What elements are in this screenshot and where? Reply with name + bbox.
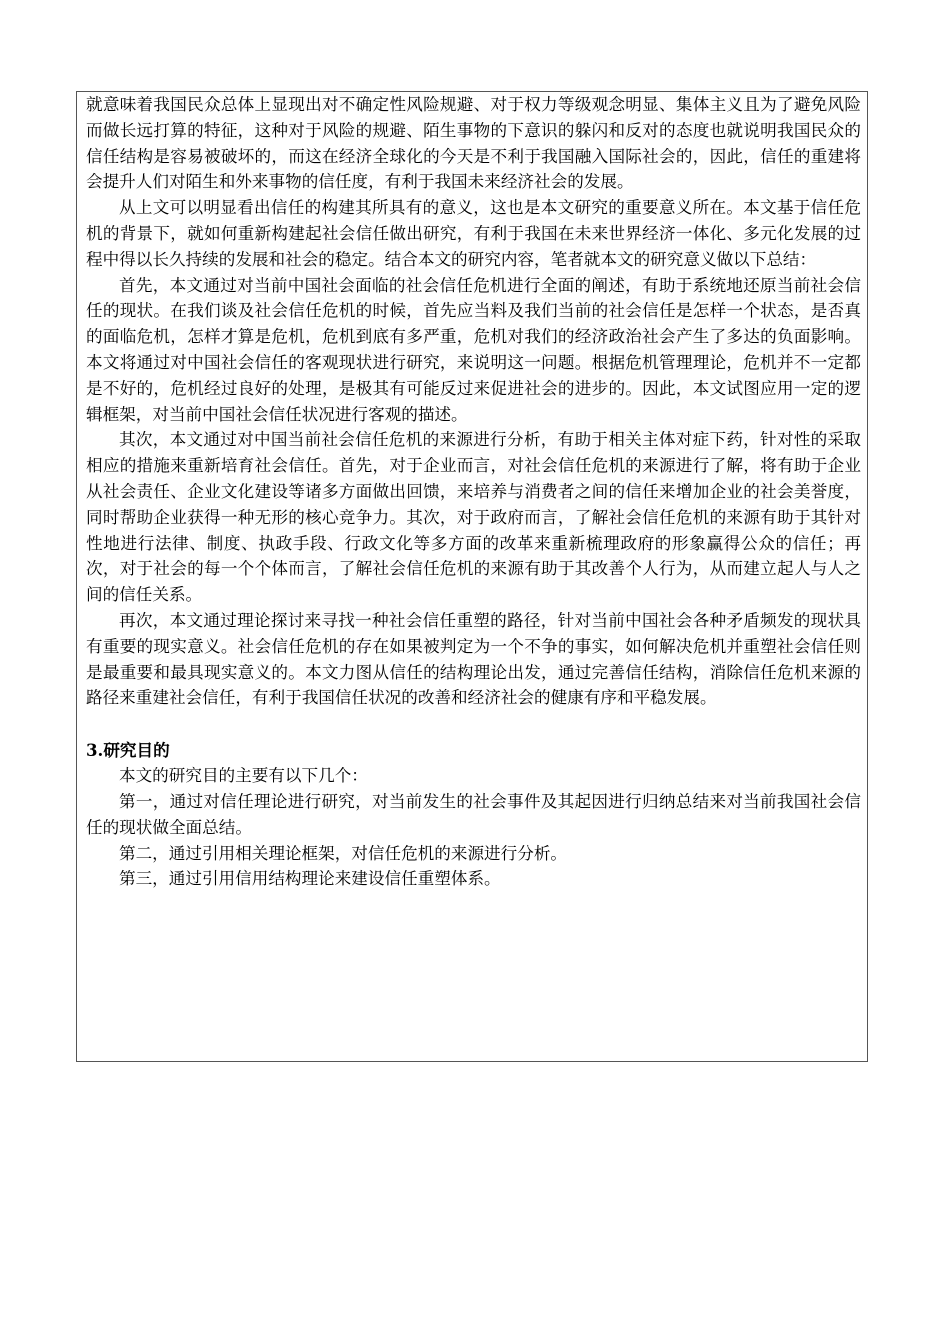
purpose-intro: 本文的研究目的主要有以下几个： (119, 766, 368, 786)
purpose-item-third: 第三，通过引用信用结构理论来建设信任重塑体系。 (119, 869, 501, 889)
paragraph-third-point: 再次，本文通过理论探讨来寻找一种社会信任重塑的路径，针对当前中国社会各种矛盾频发的现状具有重要的现实意义。社会信任危机的存在如果被判定为一个不争的事实，如何解决危机并重塑社会信任则是最重要和最具现实意义的。本文力图从信任的结构理论出发，通过完善信任结构，消除信任危机来源的路径来重建社会信任，有利于我国信任状况的改善和经济社会的健康有序和平稳发展。 (86, 610, 861, 708)
paragraph-continuation: 就意味着我国民众总体上显现出对不确定性风险规避、对于权力等级观念明显、集体主义且为了避免风险而做长远打算的特征，这种对于风险的规避、陌生事物的下意识的躲闪和反对的态度也就说明我国民众的信任结构是容易被破坏的，而这在经济全球化的今天是不利于我国融入国际社会的，因此，信任的重建将会提升人们对陌生和外来事物的信任度，有利于我国未来经济社会的发展。 (86, 95, 861, 192)
content-table-cell (76, 91, 868, 1062)
section-spacer (86, 711, 861, 737)
purpose-item-second: 第二，通过引用相关理论框架，对信任危机的来源进行分析。 (119, 843, 568, 863)
paragraph-second-point: 其次，本文通过对中国当前社会信任危机的来源进行分析，有助于相关主体对症下药，针对性的采取相应的措施来重新培育社会信任。首先，对于企业而言，对社会信任危机的来源进行了解，将有助于企业从社会责任、企业文化建设等诸多方面做出回馈，来培养与消费者之间的信任来增加企业的社会美誉度，同时帮助企业获得一种无形的核心竞争力。其次，对于政府而言，了解社会信任危机的来源有助于其针对性地进行法律、制度、执政手段、行政文化等多方面的改革来重新梳理政府的形象赢得公众的信任；再次，对于社会的每一个个体而言，了解社会信任危机的来源有助于其改善个人行为，从而建立起人与人之间的信任关系。 (86, 430, 861, 605)
section-heading-research-purpose: 3.研究目的 (86, 740, 170, 761)
purpose-item-first: 第一，通过对信任理论进行研究，对当前发生的社会事件及其起因进行归纳总结来对当前我国社会信任的现状做全面总结。 (86, 791, 861, 837)
paragraph-first-point: 首先，本文通过对当前中国社会面临的社会信任危机进行全面的阐述，有助于系统地还原当前社会信任的现状。在我们谈及社会信任危机的时候，首先应当料及我们当前的社会信任是怎样一个状态，是否真的面临危机，怎样才算是危机，危机到底有多严重，危机对我们的经济政治社会产生了多达的负面影响。本文将通过对中国社会信任的客观现状进行研究，来说明这一问题。根据危机管理理论，危机并不一定都是不好的，危机经过良好的处理，是极其有可能反过来促进社会的进步的。因此，本文试图应用一定的逻辑框架，对当前中国社会信任状况进行客观的描述。 (86, 275, 861, 424)
document-body (86, 92, 861, 892)
paragraph-significance-intro: 从上文可以明显看出信任的构建其所具有的意义，这也是本文研究的重要意义所在。本文基于信任危机的背景下，就如何重新构建起社会信任做出研究，有利于我国在未来世界经济一体化、多元化发展的过程中得以长久持续的发展和社会的稳定。结合本文的研究内容，笔者就本文的研究意义做以下总结： (86, 198, 861, 269)
